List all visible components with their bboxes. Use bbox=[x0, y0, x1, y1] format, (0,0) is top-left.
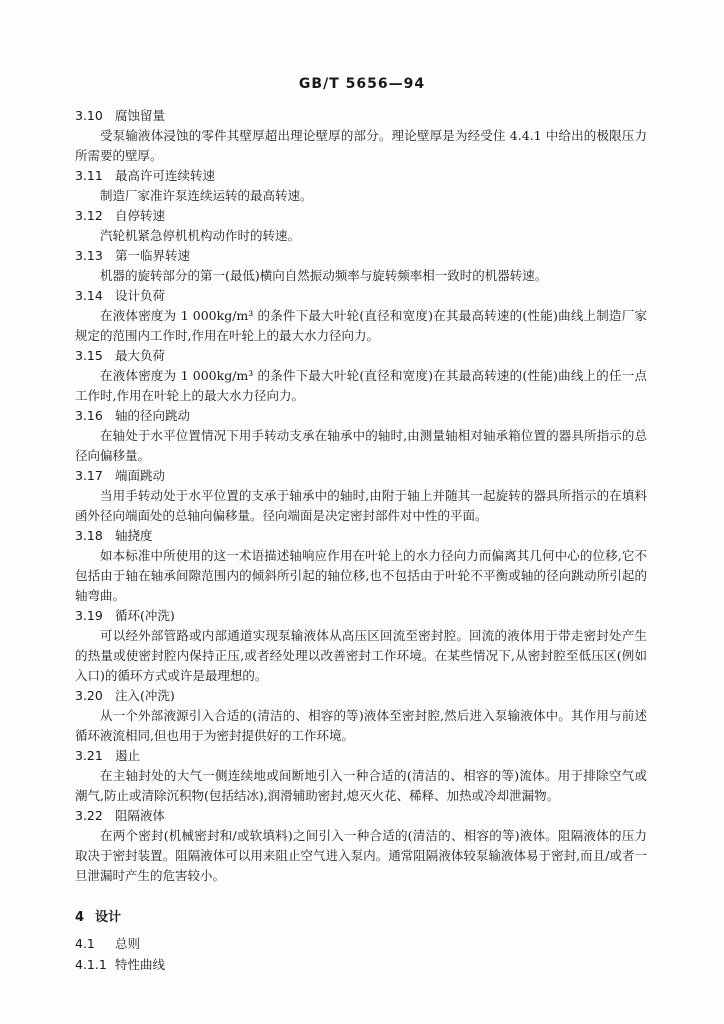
clause-title: 阻隔液体 bbox=[115, 808, 166, 823]
clause-title: 轴的径向跳动 bbox=[115, 408, 191, 423]
clause-title: 腐蚀留量 bbox=[115, 108, 166, 123]
clause-number: 3.16 bbox=[75, 408, 103, 423]
clause-title: 设计负荷 bbox=[115, 288, 166, 303]
clause-number: 3.12 bbox=[75, 208, 103, 223]
subsection-heading bbox=[75, 955, 647, 975]
clause-number: 3.22 bbox=[75, 808, 103, 823]
clause-3-14 bbox=[75, 286, 647, 346]
clause-heading bbox=[75, 806, 647, 826]
clause-3-13 bbox=[75, 246, 647, 286]
clause-3-19 bbox=[75, 606, 647, 686]
clause-text: 在液体密度为 1 000kg/m³ 的条件下最大叶轮(直径和宽度)在其最高转速的(性能)曲线上的任一点工作时,作用在叶轮上的最大水力径向力。 bbox=[75, 368, 647, 403]
clause-title: 自停转速 bbox=[115, 208, 166, 223]
clause-heading bbox=[75, 166, 647, 186]
clause-number: 3.21 bbox=[75, 748, 103, 763]
clause-heading bbox=[75, 206, 647, 226]
clause-heading bbox=[75, 746, 647, 766]
clause-heading bbox=[75, 346, 647, 366]
clause-title: 遏止 bbox=[115, 748, 141, 763]
clause-number: 3.10 bbox=[75, 108, 103, 123]
subsection-heading bbox=[75, 934, 647, 954]
clause-number: 3.15 bbox=[75, 348, 103, 363]
clause-heading bbox=[75, 466, 647, 486]
clause-text: 汽轮机紧急停机机构动作时的转速。 bbox=[100, 228, 301, 243]
standard-number-header: GB/T 5656—94 bbox=[298, 76, 426, 92]
section-heading bbox=[75, 908, 647, 928]
clause-text: 如本标准中所使用的这一术语描述轴响应作用在叶轮上的水力径向力而偏离其几何中心的位移,它不包括由于轴在轴承间隙范围内的倾斜所引起的轴位移,也不包括由于叶轮不平衡或轴的径向跳动所引起的轴弯曲。 bbox=[75, 548, 647, 603]
subsection-title: 特性曲线 bbox=[115, 957, 166, 972]
clause-text: 在液体密度为 1 000kg/m³ 的条件下最大叶轮(直径和宽度)在其最高转速的(性能)曲线上制造厂家规定的范围内工作时,作用在叶轮上的最大水力径向力。 bbox=[75, 308, 647, 343]
clause-number: 3.13 bbox=[75, 248, 103, 263]
subsection-number: 4.1.1 bbox=[75, 957, 107, 972]
clause-number: 3.17 bbox=[75, 468, 103, 483]
clause-text: 在两个密封(机械密封和/或软填料)之间引入一种合适的(清洁的、相容的等)液体。阻隔液体的压力取决于密封装置。阻隔液体可以用来阻止空气进入泵内。通常阻隔液体较泵输液体易于密封,而且/或者一旦泄漏时产生的危害较小。 bbox=[75, 828, 647, 883]
clause-3-17 bbox=[75, 466, 647, 526]
clause-3-15 bbox=[75, 346, 647, 406]
clause-title: 最大负荷 bbox=[115, 348, 166, 363]
section-number: 4 bbox=[75, 910, 85, 925]
clause-heading bbox=[75, 246, 647, 266]
clause-title: 轴挠度 bbox=[115, 528, 153, 543]
clause-heading bbox=[75, 406, 647, 426]
clause-text: 可以经外部管路或内部通道实现泵输液体从高压区回流至密封腔。回流的液体用于带走密封处产生的热量或使密封腔内保持正压,或者经处理以改善密封工作环境。在某些情况下,从密封腔至低压区(例如入口)的循环方式或许是最理想的。 bbox=[75, 628, 647, 683]
clause-3-11 bbox=[75, 166, 647, 206]
clause-title: 注入(冲洗) bbox=[115, 688, 175, 703]
clause-text: 当用手转动处于水平位置的支承于轴承中的轴时,由附于轴上并随其一起旋转的器具所指示的在填料函外径向端面处的总轴向偏移量。径向端面是决定密封部件对中性的平面。 bbox=[75, 488, 647, 523]
clause-title: 循环(冲洗) bbox=[115, 608, 175, 623]
clause-heading bbox=[75, 106, 647, 126]
clause-text: 机器的旋转部分的第一(最低)横向自然振动频率与旋转频率相一致时的机器转速。 bbox=[100, 268, 548, 283]
clause-title: 最高许可连续转速 bbox=[115, 168, 216, 183]
document-body bbox=[75, 106, 647, 975]
clause-number: 3.11 bbox=[75, 168, 103, 183]
clause-3-18 bbox=[75, 526, 647, 606]
clause-heading bbox=[75, 286, 647, 306]
section-title: 设计 bbox=[95, 910, 122, 925]
clause-title: 第一临界转速 bbox=[115, 248, 191, 263]
clause-3-16 bbox=[75, 406, 647, 466]
clause-3-10 bbox=[75, 106, 647, 166]
clause-number: 3.20 bbox=[75, 688, 103, 703]
clause-text: 在轴处于水平位置情况下用手转动支承在轴承中的轴时,由测量轴相对轴承箱位置的器具所指示的总径向偏移量。 bbox=[75, 428, 647, 463]
clause-heading bbox=[75, 526, 647, 546]
clause-text: 从一个外部液源引入合适的(清洁的、相容的等)液体至密封腔,然后进入泵输液体中。其作用与前述循环液流相同,但也用于为密封提供好的工作环境。 bbox=[75, 708, 647, 743]
clause-text: 制造厂家准许泵连续运转的最高转速。 bbox=[100, 188, 313, 203]
clause-3-20 bbox=[75, 686, 647, 746]
clause-number: 3.18 bbox=[75, 528, 103, 543]
clause-number: 3.19 bbox=[75, 608, 103, 623]
clause-number: 3.14 bbox=[75, 288, 103, 303]
clause-text: 在主轴封处的大气一侧连续地或间断地引入一种合适的(清洁的、相容的等)流体。用于排除空气或潮气,防止或清除沉积物(包括结冰),润滑辅助密封,熄灭火花、稀释、加热或冷却泄漏物。 bbox=[75, 768, 647, 803]
clause-heading bbox=[75, 686, 647, 706]
clause-title: 端面跳动 bbox=[115, 468, 166, 483]
clause-text: 受泵输液体浸蚀的零件其壁厚超出理论壁厚的部分。理论壁厚是为经受住 4.4.1 中给出的极限压力所需要的壁厚。 bbox=[75, 128, 647, 163]
subsection-title: 总则 bbox=[115, 936, 141, 951]
clause-3-21 bbox=[75, 746, 647, 806]
clause-heading bbox=[75, 606, 647, 626]
clause-3-12 bbox=[75, 206, 647, 246]
subsection-number: 4.1 bbox=[75, 936, 95, 951]
clause-3-22 bbox=[75, 806, 647, 886]
